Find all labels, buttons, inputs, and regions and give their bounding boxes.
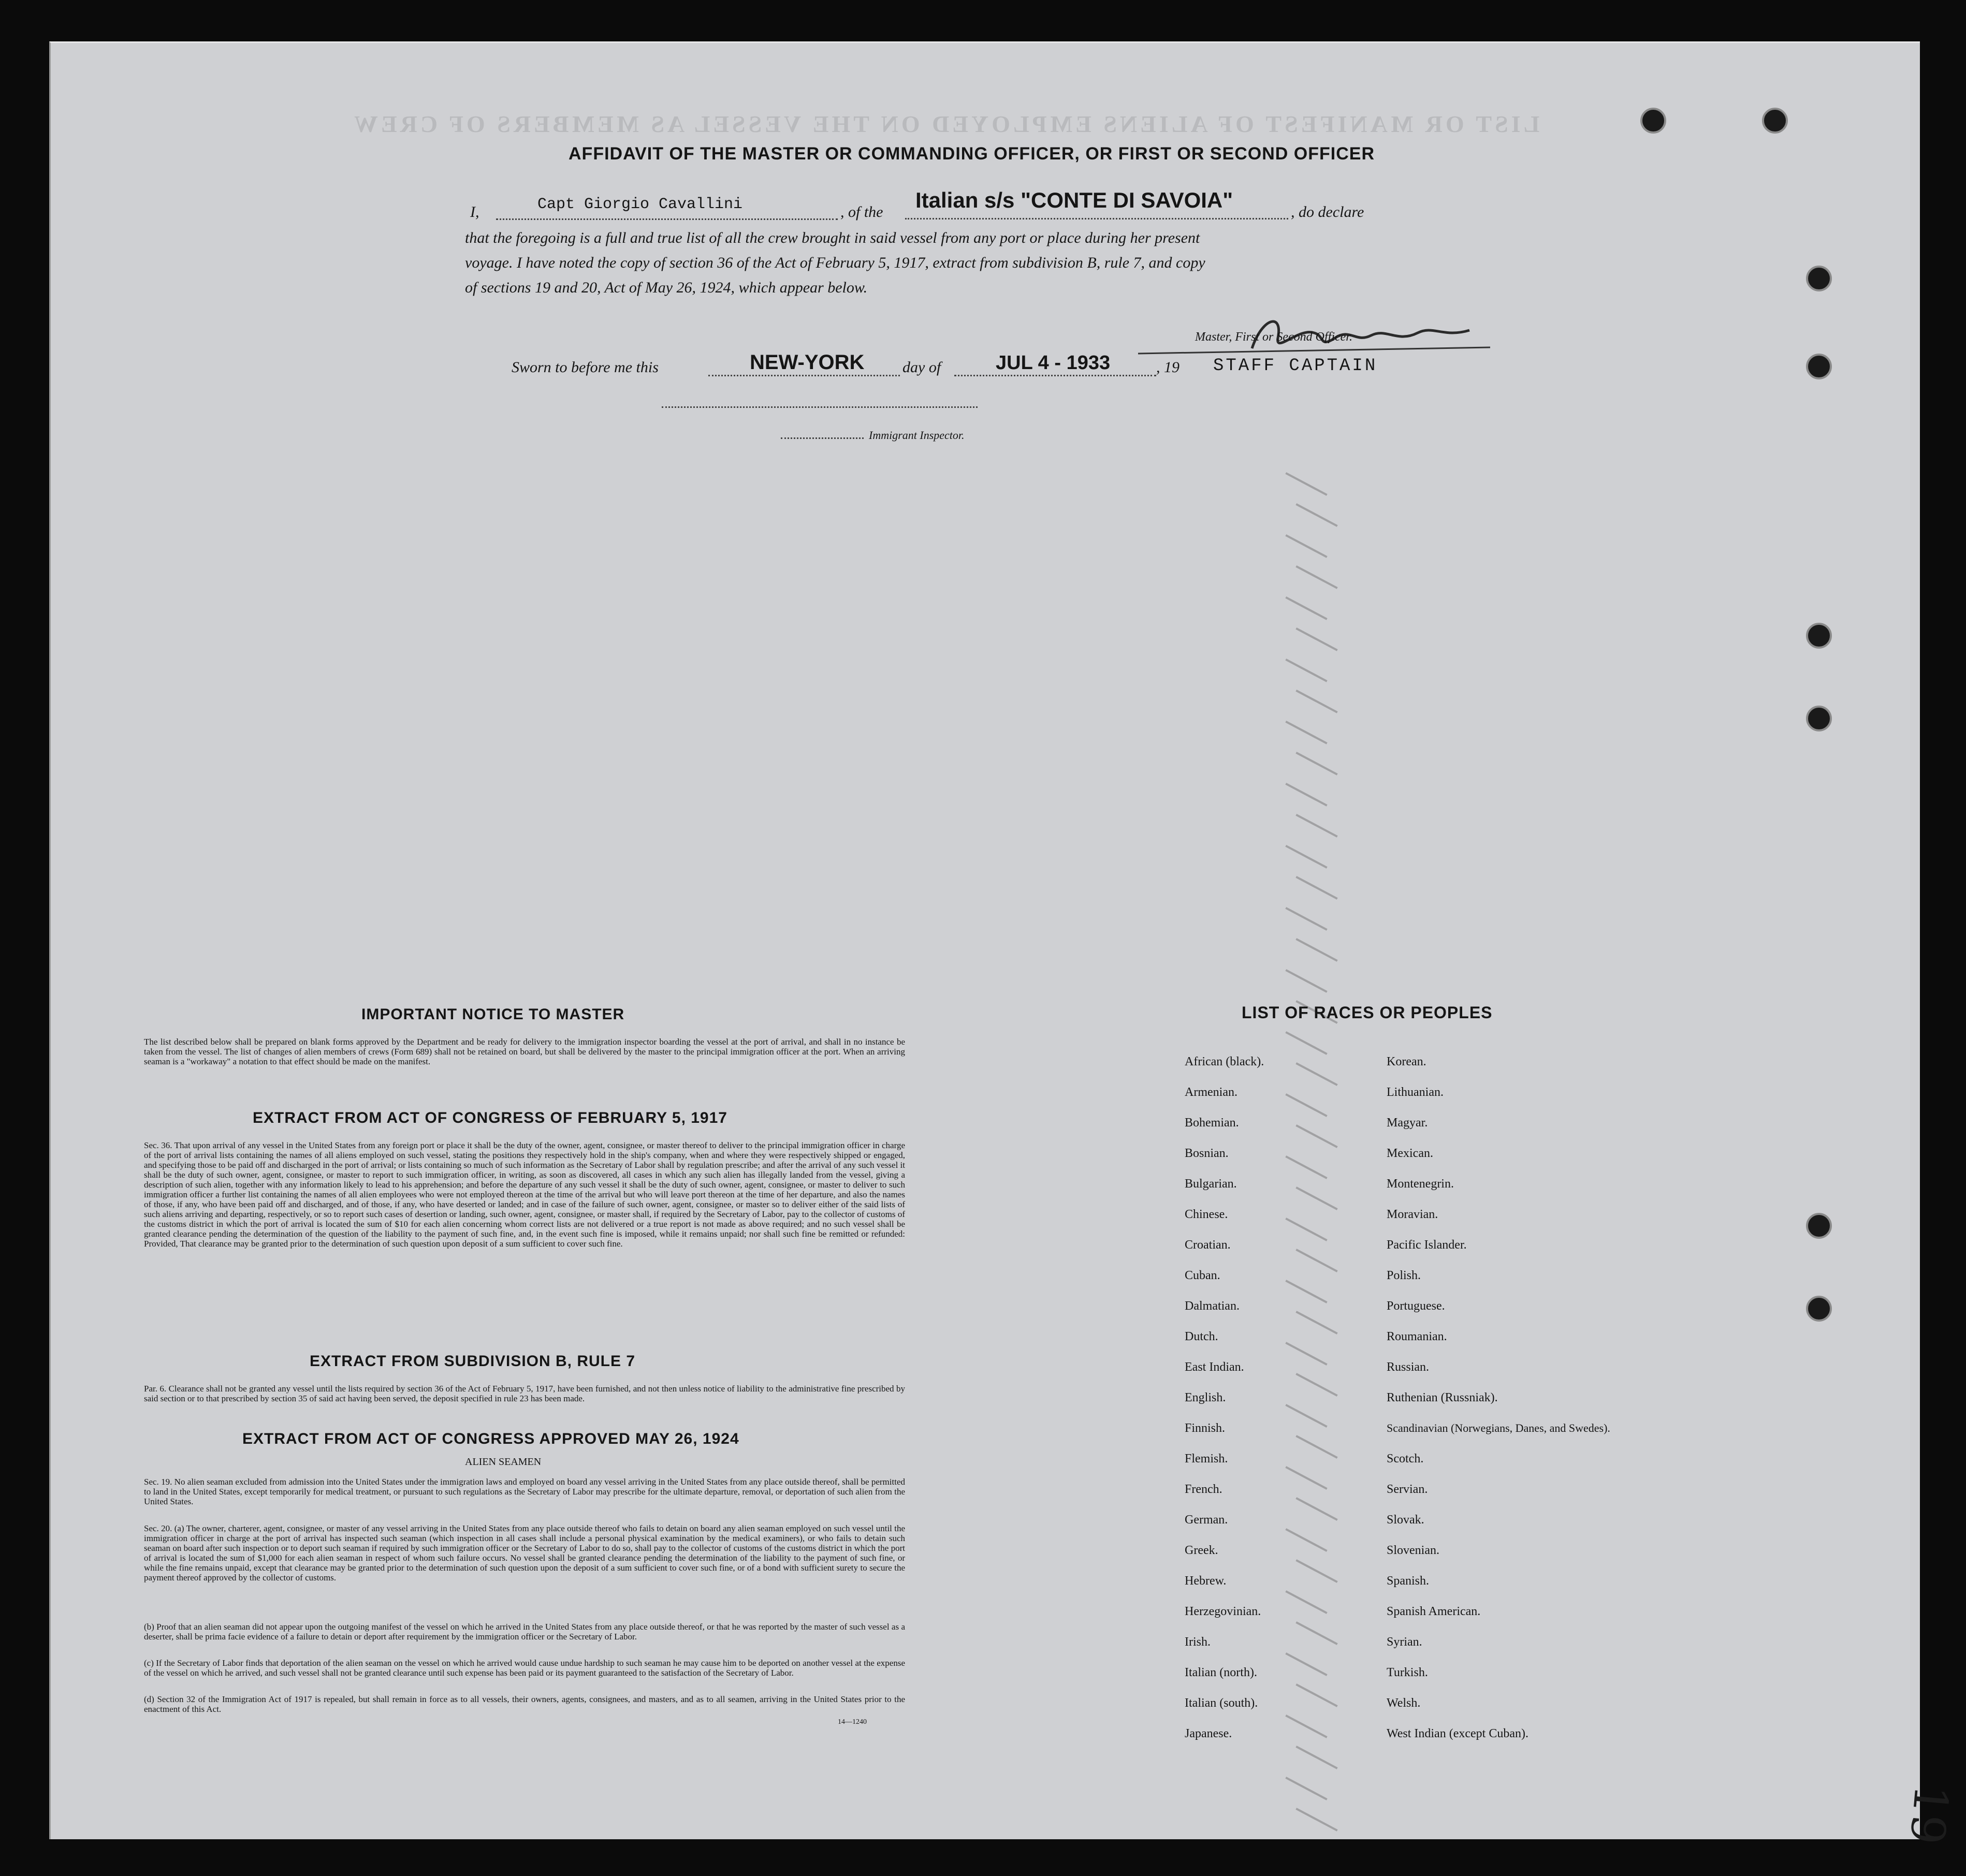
- inspector-dot-lead: [781, 436, 864, 439]
- race-item: Korean.: [1387, 1055, 1426, 1068]
- bleed-through-heading: LIST OR MANIFEST OF ALIENS EMPLOYED ON THE VESSEL AS MEMBERS OF CREW: [351, 111, 1540, 137]
- vessel-name: Italian s/s "CONTE DI SAVOIA": [915, 188, 1233, 212]
- sworn-label: Sworn to before me this: [512, 359, 659, 376]
- extract-1917-title: EXTRACT FROM ACT OF CONGRESS OF FEBRUARY 5, 1917: [253, 1109, 727, 1126]
- race-item: Armenian.: [1185, 1086, 1237, 1099]
- check-mark: [1285, 907, 1327, 931]
- extract-1917-body: Sec. 36. That upon arrival of any vessel in the United States from any foreign port or place it shall be the duty of the owner, agent, consignee, or master thereof to deliver to the principal immigration officer in charge of the port of arrival lists containing the names of all aliens employed on such vessel, stating the positions they respectively hold in the ship's company, when and where they were respectively shipped or engaged, and specifying those to be paid off and discharged in the port of arrival; or lists containing so much of such information as the Secretary of Labor shall by regulation prescribe; and after the arrival of any such vessel it shall be the duty of such owner, agent, consignee, or master to report to such immigration officer, in writing, as soon as discovered, all cases in which any such alien has illegally landed from the vessel, giving a description of such alien, together with any information likely to lead to his apprehension; and before the departure of any such vessel it shall be the duty of such owner, agent, consignee, or master to deliver to such immigration officer a further list containing the names of all alien employees who were not employed thereon at the time of the arrival but who will leave port thereon at the time of her departure, and also the names of those, if any, who have been paid off and discharged, and of those, if any, who have deserted or landed; and in case of the failure of such owner, agent, consignee, or master so to deliver either of the said lists of such aliens arriving and departing, respectively, or so to report such cases of desertion or landing, such owner, agent, consignee, or master shall, if required by the Secretary of Labor, pay to the collector of customs of the customs district in which the port of arrival is located the sum of $10 for each alien concerning whom correct lists are not delivered or a true report is not made as above required; and no such vessel shall be granted clearance pending the determination of the question of the liability to the payment of such fine, and, in the event such fine is imposed, while it remains unpaid; nor shall such fine be remitted or refunded: Provided, That clearance may be granted prior to the determination of such question upon deposit of a sum sufficient to cover such fine.: [144, 1140, 905, 1249]
- race-item: Portuguese.: [1387, 1299, 1445, 1313]
- race-item: Bosnian.: [1185, 1147, 1229, 1160]
- race-item: Montenegrin.: [1387, 1177, 1454, 1191]
- races-title: LIST OF RACES OR PEOPLES: [1242, 1003, 1493, 1022]
- inspector-caption: Immigrant Inspector.: [869, 429, 965, 442]
- race-item: Dalmatian.: [1185, 1299, 1240, 1313]
- extract-1924-sec19: Sec. 19. No alien seaman excluded from admission into the United States under the immigration laws and employed on board any vessel arriving in the United States from any place outside thereof, shall be permitted to land in the United States, except temporarily for medical treatment, or pursuant to such regulations as the Secretary of Labor may prescribe for the ultimate departure, removal, or deportation of such alien from the United States.: [144, 1477, 905, 1506]
- officer-title: STAFF CAPTAIN: [1213, 356, 1378, 376]
- affidavit-i-label: I,: [470, 203, 479, 221]
- notice-body: The list described below shall be prepared on blank forms approved by the Department and be ready for delivery to the immigration inspector boarding the vessel at the port of arrival, and shall in no instance be taken from the vessel. The list of changes of alien members of crews (Form 689) shall not be retained on board, but shall be delivered by the master to the principal immigration officer at the port. When an arriving seaman is a "workaway" a notation to that effect should be made on the manifest.: [144, 1037, 905, 1066]
- check-mark: [1295, 876, 1337, 900]
- race-item: Turkish.: [1387, 1666, 1428, 1679]
- document-sheet: [49, 41, 1959, 1847]
- extract-1924-title: EXTRACT FROM ACT OF CONGRESS APPROVED MAY 26, 1924: [242, 1430, 739, 1447]
- race-item: Chinese.: [1185, 1208, 1228, 1221]
- check-mark: [1285, 783, 1327, 807]
- signature-caption: Master, First or Second Officer.: [1195, 330, 1352, 344]
- race-item: Scandinavian (Norwegians, Danes, and Swedes).: [1387, 1421, 1610, 1434]
- race-item: Finnish.: [1185, 1421, 1226, 1435]
- race-item: Welsh.: [1387, 1696, 1421, 1710]
- race-item: Syrian.: [1387, 1635, 1422, 1649]
- sworn-place-stamp: NEW-YORK: [750, 351, 865, 374]
- declaration-line-3: of sections 19 and 20, Act of May 26, 1924, which appear below.: [465, 279, 868, 296]
- race-item: Mexican.: [1387, 1147, 1433, 1160]
- race-item: Flemish.: [1185, 1452, 1228, 1465]
- race-item: East Indian.: [1185, 1360, 1244, 1374]
- race-item: Ruthenian (Russniak).: [1387, 1391, 1498, 1404]
- punch-hole: [1806, 623, 1832, 649]
- check-mark: [1285, 658, 1327, 682]
- check-mark: [1285, 721, 1327, 744]
- check-mark: [1285, 845, 1327, 869]
- officer-name-line: [496, 196, 838, 220]
- race-item: Moravian.: [1387, 1208, 1438, 1221]
- race-item: Greek.: [1185, 1544, 1218, 1557]
- check-mark: [1285, 534, 1327, 558]
- race-item: Roumanian.: [1387, 1330, 1447, 1343]
- punch-hole: [1762, 108, 1788, 134]
- race-item: Spanish American.: [1387, 1605, 1481, 1618]
- extract-1924-sec20a: Sec. 20. (a) The owner, charterer, agent, consignee, or master of any vessel arriving in the United States from any place outside thereof who fails to detain on board any alien seaman employed on such vessel until the immigration officer in charge at the port of arrival has inspected such seaman (which inspection in all cases shall include a personal physical examination by the medical examiners), or who fails to detain such seaman on board after such inspection or to deport such seaman if required by such immigration officer or the Secretary of Labor to do so, shall pay to the collector of customs of the customs district in which the port of arrival is located the sum of $1,000 for each alien seaman in respect of whom such failure occurs. No vessel shall be granted clearance pending the determination of the liability to the payment of such fine, or while the fine remains unpaid, except that clearance may be granted prior to the determination of such question upon the deposit of a sum sufficient to cover such fine, or of a bond with sufficient surety to secure the payment thereof approved by the collector of customs.: [144, 1523, 905, 1582]
- punch-hole: [1806, 706, 1832, 731]
- sworn-date-stamp: JUL 4 - 1933: [996, 352, 1111, 374]
- race-item: Japanese.: [1185, 1727, 1232, 1740]
- race-item: Cuban.: [1185, 1269, 1220, 1282]
- race-item: Slovenian.: [1387, 1544, 1439, 1557]
- check-mark: [1285, 472, 1327, 496]
- bleed-through-number: [82, 74, 101, 163]
- declaration-line-2: voyage. I have noted the copy of section 36 of the Act of February 5, 1917, extract from subdivision B, rule 7, and copy: [465, 254, 1205, 271]
- check-mark: [1285, 596, 1327, 620]
- race-item: Herzegovinian.: [1185, 1605, 1261, 1618]
- notice-title: IMPORTANT NOTICE TO MASTER: [361, 1006, 625, 1023]
- punch-hole: [1640, 108, 1666, 134]
- vessel-name-line: [905, 188, 1288, 219]
- form-number: 14—1240: [838, 1718, 867, 1726]
- year-prefix: , 19: [1156, 359, 1179, 376]
- punch-hole: [1806, 1213, 1832, 1239]
- race-item: Servian.: [1387, 1483, 1428, 1496]
- day-of-label: day of: [902, 359, 941, 376]
- check-mark: [1295, 814, 1337, 838]
- check-mark: [1295, 565, 1337, 589]
- punch-hole: [1806, 266, 1832, 291]
- races-right-column: [1387, 1055, 1614, 1757]
- affidavit-title: AFFIDAVIT OF THE MASTER OR COMMANDING OFFICER, OR FIRST OR SECOND OFFICER: [569, 144, 1375, 164]
- check-mark: [1295, 1808, 1337, 1831]
- extract-rule7-body: Par. 6. Clearance shall not be granted any vessel until the lists required by section 36 of the Act of February 5, 1917, have been furnished, and not then unless notice of liability to the administrative fine prescribed by said section or to that prescribed by section 35 of said act having been served, the deposit specified in rule 23 has been made.: [144, 1384, 905, 1403]
- do-declare-label: , do declare: [1291, 203, 1364, 221]
- race-item: Dutch.: [1185, 1330, 1218, 1343]
- inspector-signature-line: [662, 405, 978, 408]
- of-the-label: , of the: [840, 203, 883, 221]
- race-item: Scotch.: [1387, 1452, 1424, 1465]
- check-mark: [1295, 627, 1337, 651]
- check-mark: [1295, 938, 1337, 962]
- race-item: German.: [1185, 1513, 1228, 1527]
- sworn-date-line: [954, 351, 1156, 376]
- race-item: Irish.: [1185, 1635, 1211, 1649]
- race-item: Lithuanian.: [1387, 1086, 1444, 1099]
- declaration-line-1: that the foregoing is a full and true list of all the crew brought in said vessel from any port or place during her present: [465, 229, 1200, 246]
- race-item: Hebrew.: [1185, 1574, 1227, 1588]
- punch-hole: [1806, 354, 1832, 379]
- sworn-place-line: [708, 351, 900, 376]
- check-mark: [1285, 1031, 1327, 1055]
- race-item: Italian (north).: [1185, 1666, 1257, 1679]
- check-mark: [1285, 1777, 1327, 1800]
- race-item: Spanish.: [1387, 1574, 1430, 1588]
- extract-1924-subtitle: ALIEN SEAMEN: [465, 1456, 542, 1468]
- race-item: Russian.: [1387, 1360, 1430, 1374]
- race-item: African (black).: [1185, 1055, 1264, 1068]
- page-number: 19: [1899, 1782, 1959, 1847]
- race-item: English.: [1185, 1391, 1226, 1404]
- race-item: Croatian.: [1185, 1238, 1231, 1252]
- check-mark: [1295, 503, 1337, 527]
- race-item: Pacific Islander.: [1387, 1238, 1467, 1252]
- officer-name: Capt Giorgio Cavallini: [537, 196, 743, 213]
- extract-1924-sec20d: (d) Section 32 of the Immigration Act of 1917 is repealed, but shall remain in force as to all vessels, their owners, agents, consignees, and masters, and as to all seamen, arriving in the United States prior to the enactment of this Act.: [144, 1694, 905, 1714]
- extract-1924-sec20c: (c) If the Secretary of Labor finds that deportation of the alien seaman on the vessel on which he arrived would cause undue hardship to such seaman he may cause him to be deported on another vessel at the expense of the vessel on which he arrived, and such vessel shall not be granted clearance until such expense has been paid or its payment guaranteed to the satisfaction of the Secretary of Labor.: [144, 1658, 905, 1678]
- punch-hole: [1806, 1296, 1832, 1322]
- check-mark: [1285, 969, 1327, 993]
- check-mark: [1295, 690, 1337, 713]
- extract-1924-sec20b: (b) Proof that an alien seaman did not appear upon the outgoing manifest of the vessel on which he arrived in the United States from any place outside thereof, or that he was reported by the master of such vessel as a deserter, shall be prima facie evidence of a failure to detain or deport after requirement by the immigration officer or the Secretary of Labor.: [144, 1622, 905, 1642]
- race-item: Slovak.: [1387, 1513, 1424, 1527]
- race-item: Italian (south).: [1185, 1696, 1258, 1710]
- check-mark: [1295, 752, 1337, 775]
- race-item: Bohemian.: [1185, 1116, 1239, 1130]
- race-item: Bulgarian.: [1185, 1177, 1237, 1191]
- races-left-column: [1185, 1055, 1350, 1757]
- race-item: West Indian (except Cuban).: [1387, 1727, 1528, 1740]
- race-item: French.: [1185, 1483, 1222, 1496]
- race-item: Polish.: [1387, 1269, 1421, 1282]
- race-item: Magyar.: [1387, 1116, 1428, 1130]
- extract-rule7-title: EXTRACT FROM SUBDIVISION B, RULE 7: [310, 1353, 636, 1370]
